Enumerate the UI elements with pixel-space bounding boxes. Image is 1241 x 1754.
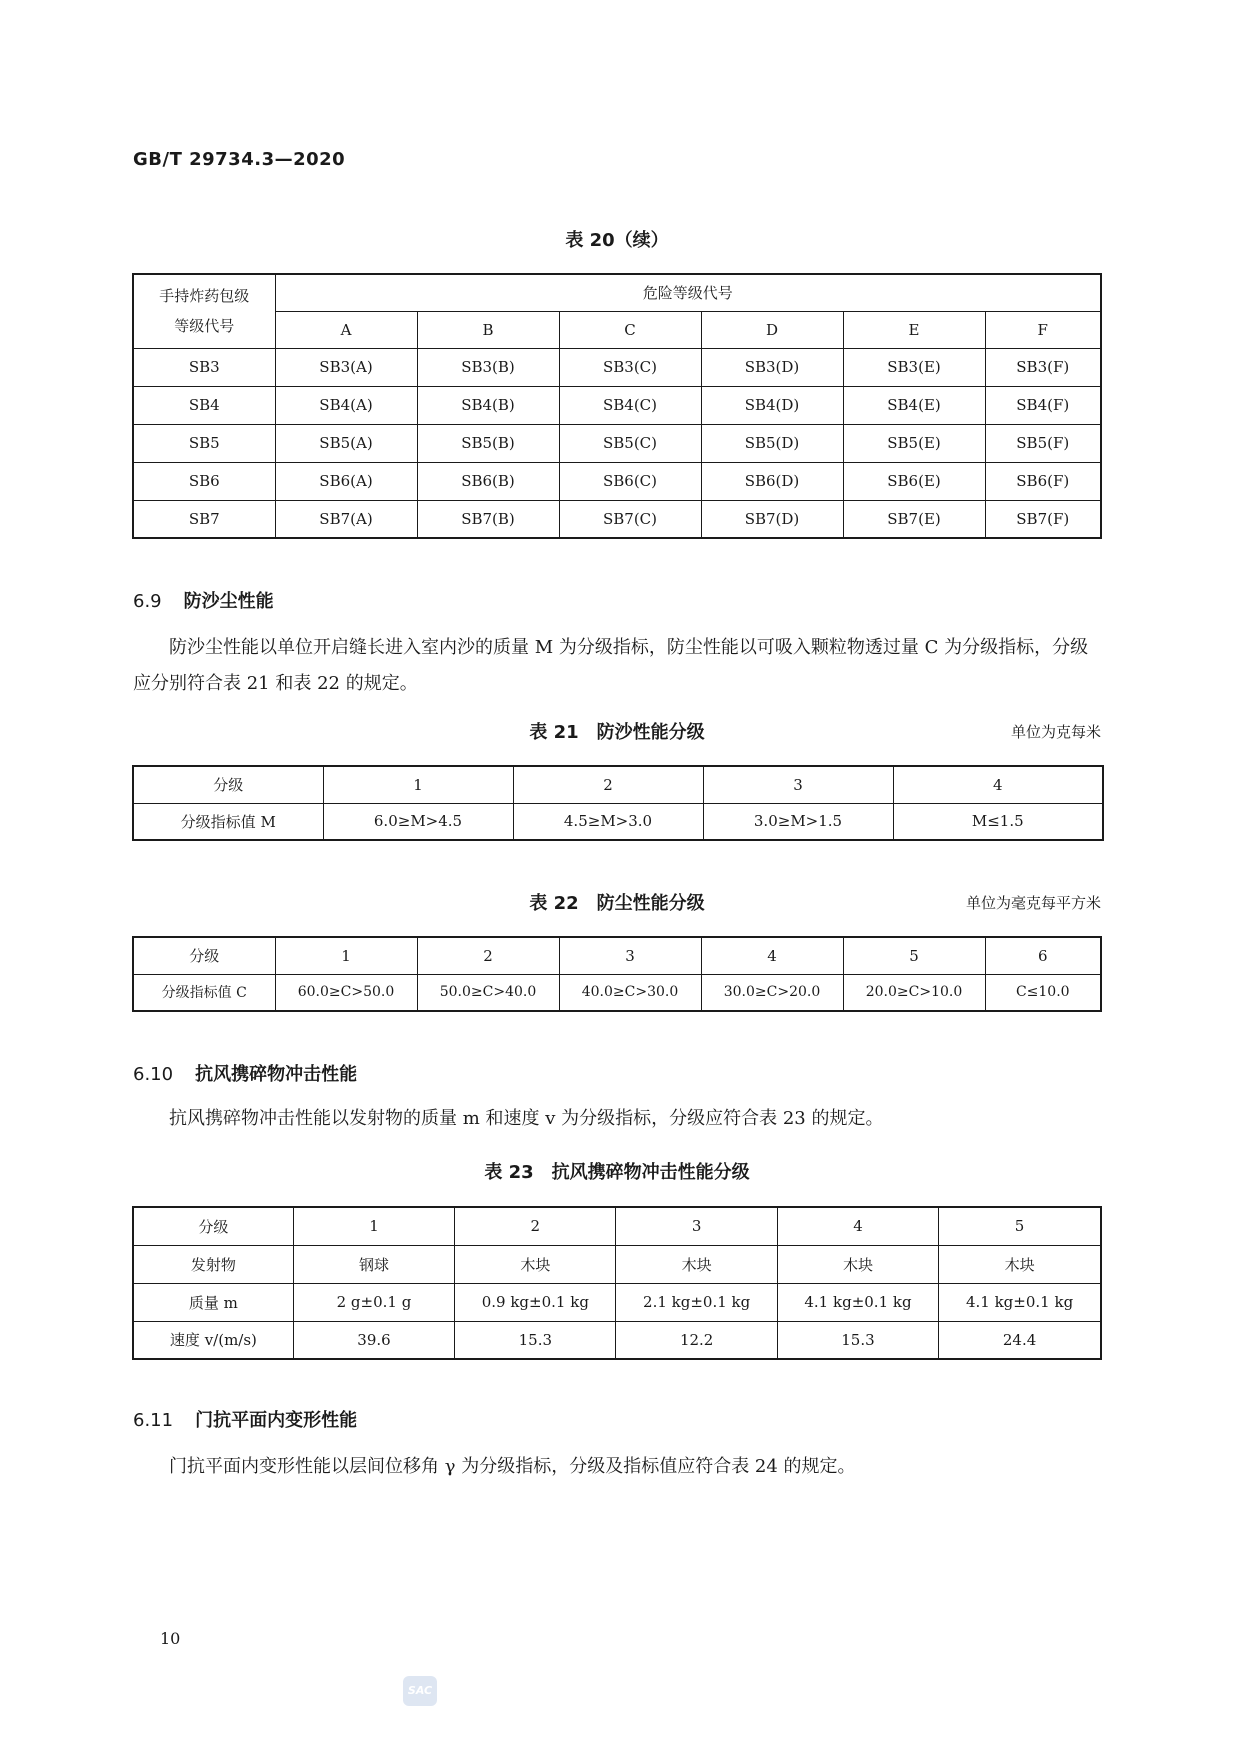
- table23-cell: 4: [777, 1207, 938, 1245]
- table-row: [133, 386, 1101, 424]
- table20-col-header: F: [985, 311, 1101, 348]
- table22-cell: 30.0≥C>20.0: [701, 974, 843, 1011]
- table20-cell: SB3(F): [985, 348, 1101, 386]
- table22-cell: 2: [417, 937, 559, 974]
- table22-cell: C≤10.0: [985, 974, 1101, 1011]
- table23-cell: 2 g±0.1 g: [293, 1283, 454, 1321]
- table22-cell: 4: [701, 937, 843, 974]
- table22-cell: 分级指标值 C: [133, 974, 275, 1011]
- table23-cell: 4.1 kg±0.1 kg: [777, 1283, 938, 1321]
- table20-cell: SB4(C): [559, 386, 701, 424]
- table20-cell: SB7: [133, 500, 275, 538]
- table-row: [133, 500, 1101, 538]
- table23-cell: 分级: [133, 1207, 293, 1245]
- table20-cell: SB4(B): [417, 386, 559, 424]
- table23-cell: 24.4: [939, 1321, 1101, 1359]
- table23-cell: 15.3: [455, 1321, 616, 1359]
- section-6-10-heading: 6.10 抗风携碎物冲击性能: [133, 1064, 358, 1085]
- table23: [132, 1206, 1102, 1360]
- table20-cell: SB5(A): [275, 424, 417, 462]
- table21-cell: 分级指标值 M: [133, 803, 323, 840]
- table21: [132, 765, 1104, 841]
- table20-row-header: 手持炸药包级 等级代号: [133, 274, 275, 348]
- table22-cell: 分级: [133, 937, 275, 974]
- table20-cell: SB6(B): [417, 462, 559, 500]
- table20-cell: SB3(B): [417, 348, 559, 386]
- table21-cell: 2: [513, 766, 703, 803]
- table20-cell: SB4(E): [843, 386, 985, 424]
- table-row: [133, 424, 1101, 462]
- table20-col-header: C: [559, 311, 701, 348]
- table20-cell: SB5(E): [843, 424, 985, 462]
- table20-cell: SB6(A): [275, 462, 417, 500]
- table23-cell: 5: [939, 1207, 1101, 1245]
- table-row: [133, 1321, 1101, 1359]
- table20: [132, 273, 1102, 539]
- table21-cell: 3.0≥M>1.5: [703, 803, 893, 840]
- table20-cell: SB4(A): [275, 386, 417, 424]
- table-row: [133, 803, 1103, 840]
- table23-cell: 15.3: [777, 1321, 938, 1359]
- table20-cell: SB4(F): [985, 386, 1101, 424]
- table22: [132, 936, 1102, 1012]
- table20-col-header: D: [701, 311, 843, 348]
- table23-cell: 2.1 kg±0.1 kg: [616, 1283, 777, 1321]
- table-row: [133, 348, 1101, 386]
- table22-cell: 5: [843, 937, 985, 974]
- table23-cell: 质量 m: [133, 1283, 293, 1321]
- table20-cell: SB7(F): [985, 500, 1101, 538]
- section-6-9-heading: 6.9 防沙尘性能: [133, 591, 274, 612]
- table20-cell: SB7(E): [843, 500, 985, 538]
- table23-cell: 钢球: [293, 1245, 454, 1283]
- table20-cell: SB5: [133, 424, 275, 462]
- table21-unit: 单位为克每米: [1010, 723, 1101, 741]
- table23-cell: 4.1 kg±0.1 kg: [939, 1283, 1101, 1321]
- table20-cell: SB5(F): [985, 424, 1101, 462]
- table21-cell: 6.0≥M>4.5: [323, 803, 513, 840]
- section-6-11-heading: 6.11 门抗平面内变形性能: [133, 1410, 358, 1431]
- page-number: 10: [160, 1629, 181, 1648]
- table20-cell: SB6: [133, 462, 275, 500]
- table20-cell: SB7(D): [701, 500, 843, 538]
- table22-unit: 单位为毫克每平方米: [965, 894, 1101, 912]
- sac-logo-icon: SAC: [403, 1676, 437, 1706]
- table23-cell: 3: [616, 1207, 777, 1245]
- table22-cell: 60.0≥C>50.0: [275, 974, 417, 1011]
- table23-cell: 0.9 kg±0.1 kg: [455, 1283, 616, 1321]
- table-row: [133, 1207, 1101, 1245]
- table20-group-header: 危险等级代号: [275, 274, 1101, 311]
- table20-col-header: A: [275, 311, 417, 348]
- table20-cell: SB5(C): [559, 424, 701, 462]
- table20-cell: SB7(A): [275, 500, 417, 538]
- table-row: [133, 1245, 1101, 1283]
- table20-cell: SB5(D): [701, 424, 843, 462]
- table20-cell: SB7(C): [559, 500, 701, 538]
- table20-cell: SB7(B): [417, 500, 559, 538]
- table22-cell: 50.0≥C>40.0: [417, 974, 559, 1011]
- table23-cell: 12.2: [616, 1321, 777, 1359]
- table20-cell: SB5(B): [417, 424, 559, 462]
- table20-cell: SB4: [133, 386, 275, 424]
- section-6-9-paragraph: 防沙尘性能以单位开启缝长进入室内沙的质量 M 为分级指标，防尘性能以可吸入颗粒物透过量 C 为分级指标，分级应分别符合表 21 和表 22 的规定。: [133, 637, 1089, 694]
- table-row: [133, 1283, 1101, 1321]
- table20-caption: 表 20（续）: [565, 230, 669, 251]
- table21-cell: M≤1.5: [893, 803, 1103, 840]
- table20-cell: SB3(E): [843, 348, 985, 386]
- standard-code: GB/T 29734.3—2020: [133, 149, 346, 170]
- table23-cell: 木块: [455, 1245, 616, 1283]
- table22-cell: 6: [985, 937, 1101, 974]
- section-6-10-paragraph: 抗风携碎物冲击性能以发射物的质量 m 和速度 v 为分级指标，分级应符合表 23 的规定。: [169, 1108, 884, 1129]
- table-row: [133, 937, 1101, 974]
- section-6-11-paragraph: 门抗平面内变形性能以层间位移角 γ 为分级指标，分级及指标值应符合表 24 的规定。: [169, 1456, 856, 1477]
- table-row: [133, 462, 1101, 500]
- table20-col-header: E: [843, 311, 985, 348]
- table23-cell: 1: [293, 1207, 454, 1245]
- table23-caption: 表 23 抗风携碎物冲击性能分级: [484, 1162, 750, 1183]
- table21-caption: 表 21 防沙性能分级: [529, 722, 705, 743]
- table-row: [133, 974, 1101, 1011]
- table20-cell: SB6(D): [701, 462, 843, 500]
- table21-cell: 4: [893, 766, 1103, 803]
- table22-cell: 20.0≥C>10.0: [843, 974, 985, 1011]
- table-row: [133, 766, 1103, 803]
- table23-cell: 木块: [777, 1245, 938, 1283]
- table23-cell: 速度 v/(m/s): [133, 1321, 293, 1359]
- table22-cell: 40.0≥C>30.0: [559, 974, 701, 1011]
- table20-col-header: B: [417, 311, 559, 348]
- table20-cell: SB6(E): [843, 462, 985, 500]
- table23-cell: 2: [455, 1207, 616, 1245]
- table21-cell: 3: [703, 766, 893, 803]
- table20-cell: SB3: [133, 348, 275, 386]
- table23-cell: 发射物: [133, 1245, 293, 1283]
- table21-cell: 分级: [133, 766, 323, 803]
- table20-cell: SB3(A): [275, 348, 417, 386]
- table20-cell: SB6(C): [559, 462, 701, 500]
- table23-cell: 木块: [616, 1245, 777, 1283]
- table21-cell: 4.5≥M>3.0: [513, 803, 703, 840]
- table22-cell: 1: [275, 937, 417, 974]
- table21-cell: 1: [323, 766, 513, 803]
- table20-cell: SB3(C): [559, 348, 701, 386]
- table20-cell: SB4(D): [701, 386, 843, 424]
- table20-cell: SB3(D): [701, 348, 843, 386]
- table20-cell: SB6(F): [985, 462, 1101, 500]
- table23-cell: 木块: [939, 1245, 1101, 1283]
- table22-caption: 表 22 防尘性能分级: [529, 893, 705, 914]
- table22-cell: 3: [559, 937, 701, 974]
- table23-cell: 39.6: [293, 1321, 454, 1359]
